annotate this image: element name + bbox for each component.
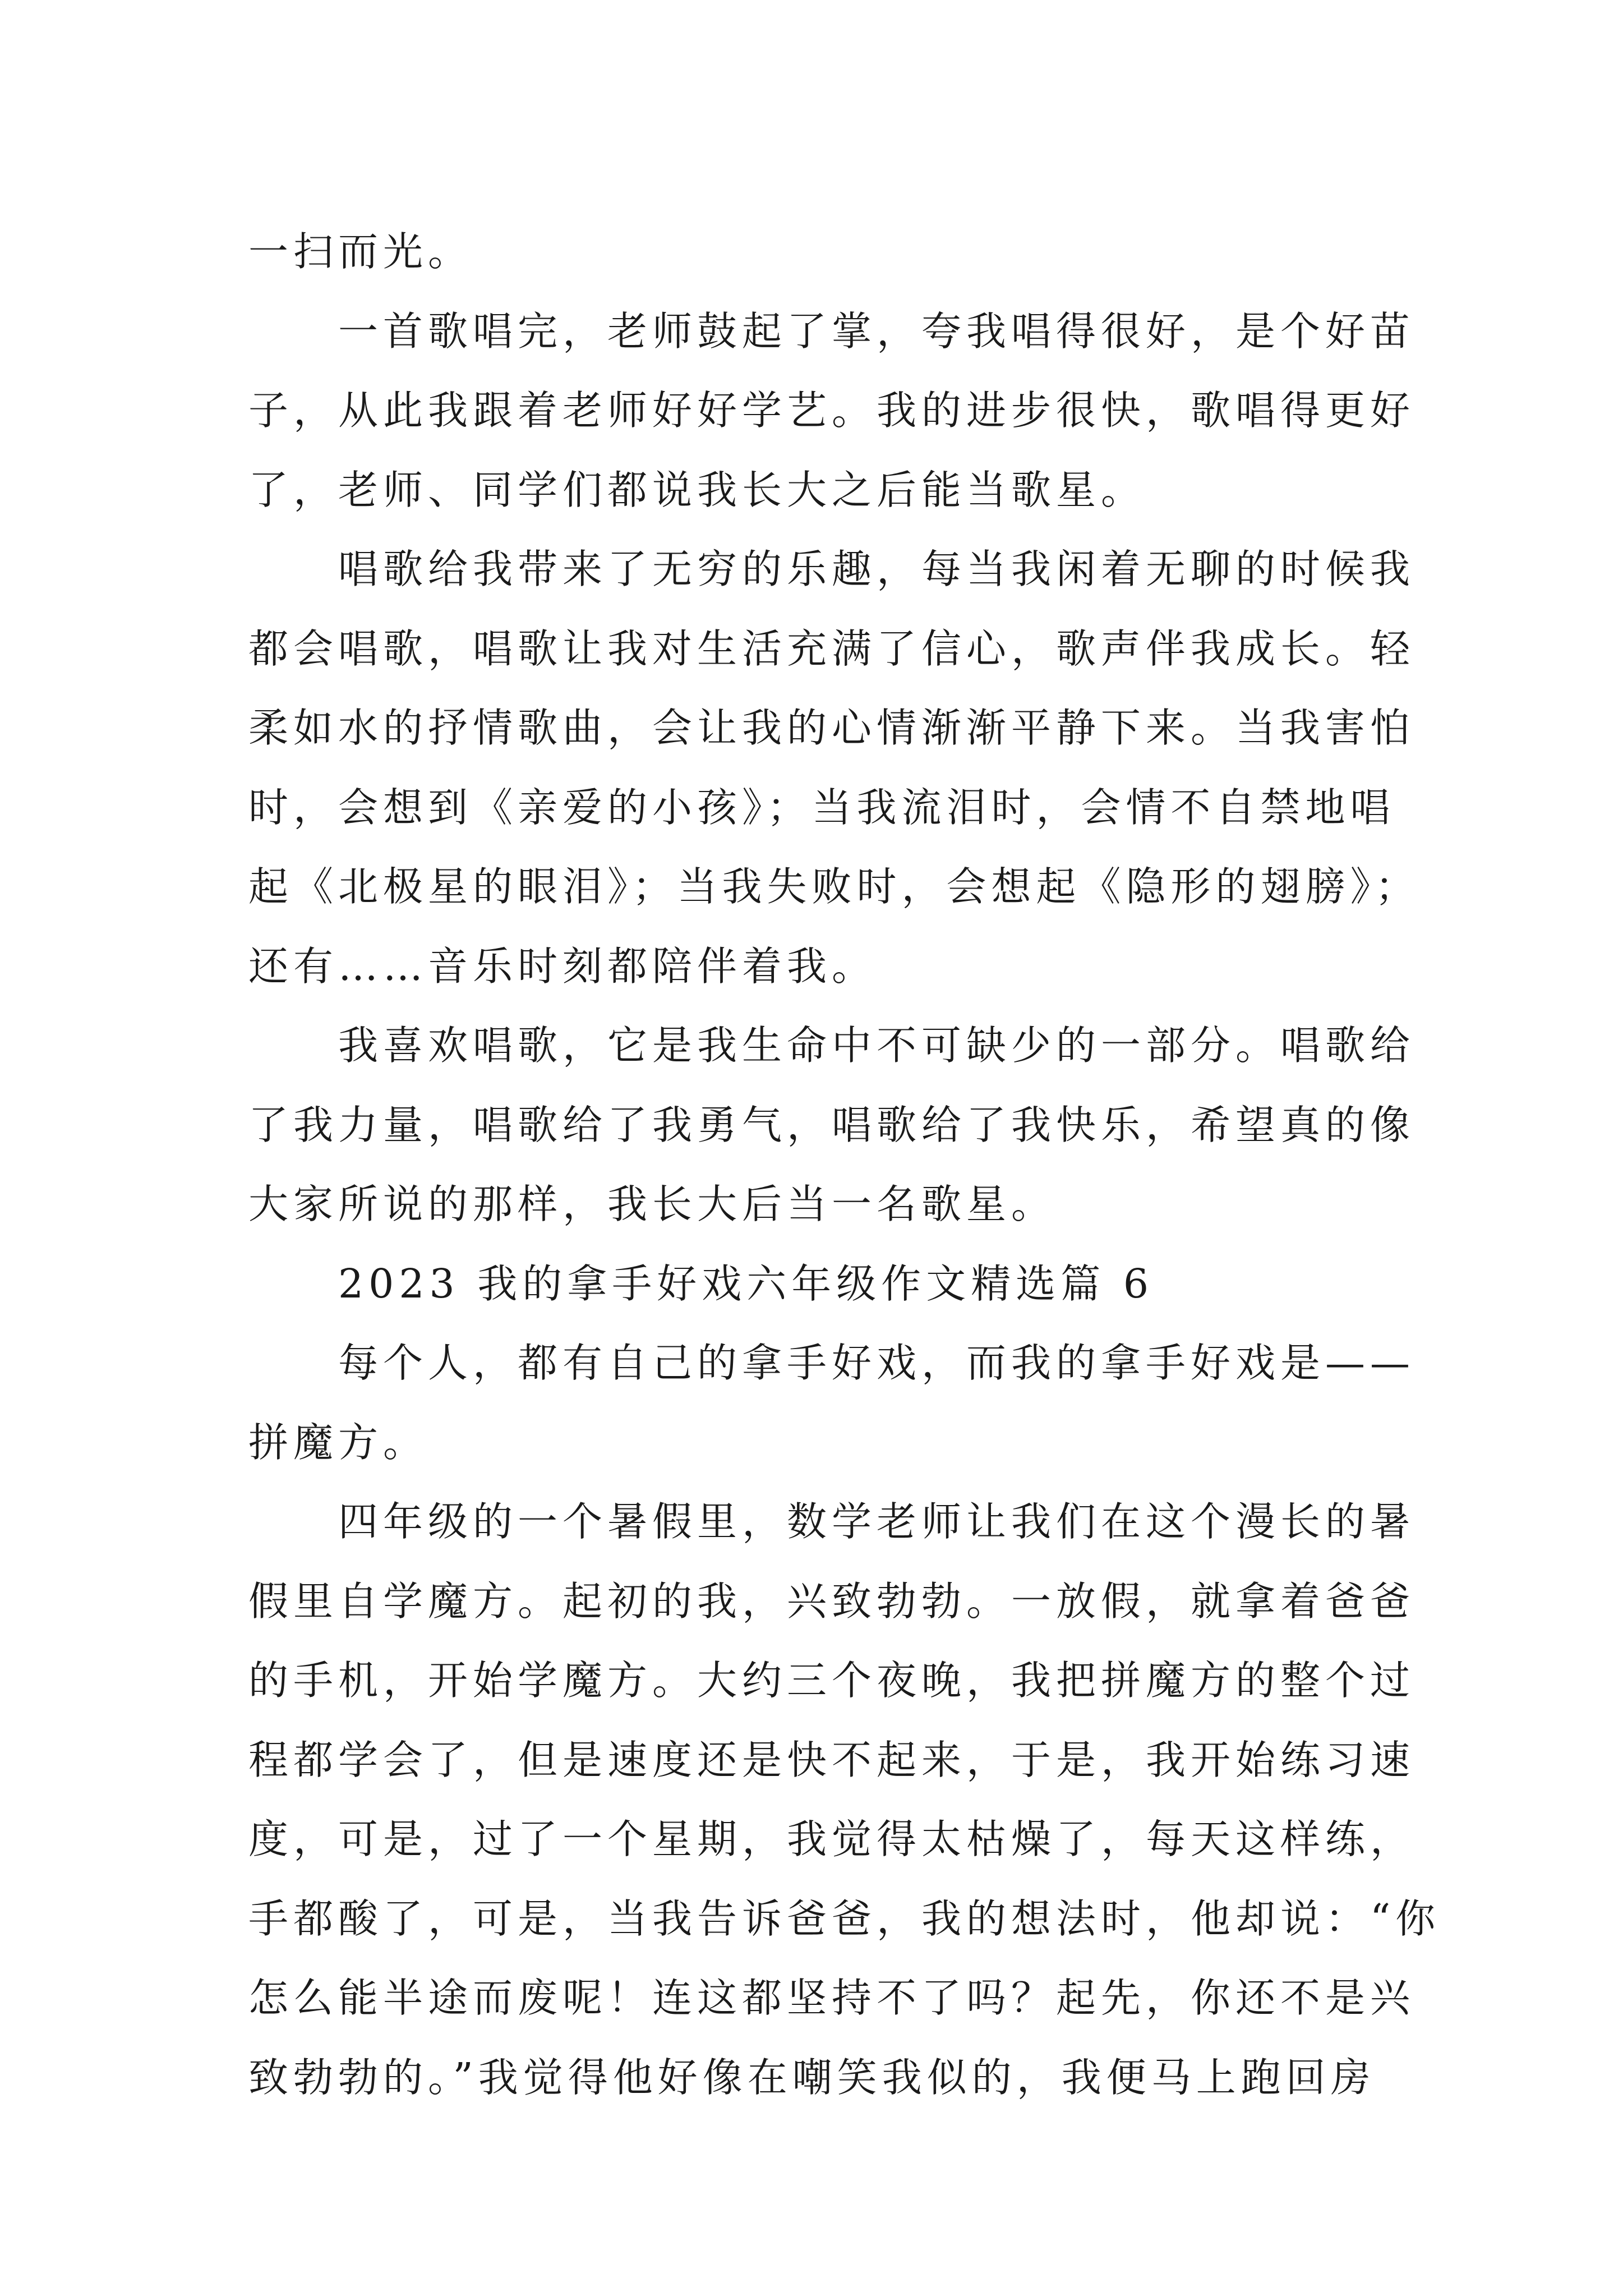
text-line: 了，老师、同学们都说我长大之后能当歌星。 xyxy=(248,466,1146,513)
text-line: 了我力量，唱歌给了我勇气，唱歌给了我快乐，希望真的像 xyxy=(248,1101,1415,1148)
text-line: 一扫而光。 xyxy=(248,228,473,275)
text-line: 每个人，都有自己的拿手好戏，而我的拿手好戏是—— xyxy=(338,1340,1415,1386)
text-line: 唱歌给我带来了无穷的乐趣，每当我闲着无聊的时候我 xyxy=(338,546,1415,592)
text-line: 度，可是，过了一个星期，我觉得太枯燥了，每天这样练， xyxy=(248,1816,1415,1862)
text-line: 起《北极星的眼泪》；当我失败时，会想起《隐形的翅膀》； xyxy=(248,863,1421,910)
text-line: 我喜欢唱歌，它是我生命中不可缺少的一部分。唱歌给 xyxy=(338,1022,1415,1069)
body-text xyxy=(248,212,1441,2117)
text-line: 怎么能半途而废呢！连这都坚持不了吗？起先，你还不是兴 xyxy=(248,1975,1415,2021)
text-line: 的手机，开始学魔方。大约三个夜晚，我把拼魔方的整个过 xyxy=(248,1657,1415,1704)
text-line: 时，会想到《亲爱的小孩》；当我流泪时，会情不自禁地唱 xyxy=(248,784,1395,831)
text-line: 子，从此我跟着老师好好学艺。我的进步很快，歌唱得更好 xyxy=(248,387,1415,434)
text-line: 手都酸了，可是，当我告诉爸爸，我的想法时，他却说：“你 xyxy=(248,1895,1441,1942)
text-line: 还有……音乐时刻都陪伴着我。 xyxy=(248,942,877,990)
text-line: 大家所说的那样，我长大后当一名歌星。 xyxy=(248,1181,1057,1227)
text-line: 一首歌唱完，老师鼓起了掌，夸我唱得很好，是个好苗 xyxy=(338,307,1415,355)
text-line: 致勃勃的。”我觉得他好像在嘲笑我似的，我便马上跑回房 xyxy=(248,2054,1376,2101)
text-line: 拼魔方。 xyxy=(248,1419,428,1466)
text-line: 假里自学魔方。起初的我，兴致勃勃。一放假，就拿着爸爸 xyxy=(248,1577,1415,1625)
text-line: 四年级的一个暑假里，数学老师让我们在这个漫长的暑 xyxy=(338,1498,1415,1545)
text-line: 都会唱歌，唱歌让我对生活充满了信心，歌声伴我成长。轻 xyxy=(248,625,1415,672)
text-line: 程都学会了，但是速度还是快不起来，于是，我开始练习速 xyxy=(248,1736,1415,1783)
text-line: 柔如水的抒情歌曲，会让我的心情渐渐平静下来。当我害怕 xyxy=(248,705,1415,751)
section-heading: 2023 我的拿手好戏六年级作文精选篇 6 xyxy=(338,1260,1154,1307)
